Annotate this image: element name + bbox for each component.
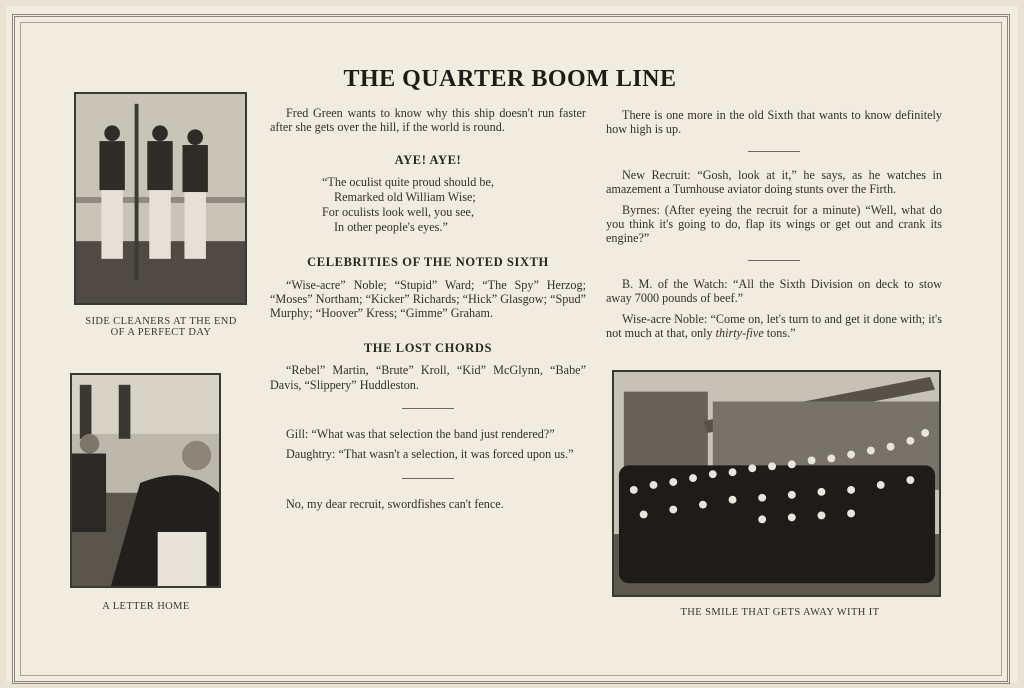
verse <box>270 175 586 235</box>
bm-paragraph: B. M. of the Watch: “All the Sixth Division on deck to stow away 7000 pounds of beef.” <box>606 276 942 306</box>
swordfish-paragraph: No, my dear recruit, swordfishes can't fence. <box>286 496 504 511</box>
divider <box>748 151 800 152</box>
noble-text-end: tons.” <box>763 326 796 341</box>
verse-line: “The oculist quite proud should be, <box>322 175 494 190</box>
heading-celebrities: CELEBRITIES OF THE NOTED SIXTH <box>307 255 549 270</box>
caption-line: SIDE CLEANERS AT THE END <box>85 316 237 327</box>
photo-letter-home <box>70 373 221 588</box>
heading-aye-aye: AYE! AYE! <box>394 152 462 167</box>
caption-side-cleaners <box>56 316 266 338</box>
photo-side-cleaners <box>74 92 247 305</box>
noble-text: Wise-acre Noble: “Come on, let's turn to and get it done with; it's not much at that, only <box>606 311 942 341</box>
caption-letter-home <box>56 601 236 612</box>
daughtry-paragraph: Daughtry: “That wasn't a selection, it was forced upon us.” <box>286 447 574 462</box>
gill-paragraph: Gill: “What was that selection the band just rendered?” <box>286 427 555 442</box>
verse-line: For oculists look well, you see, <box>322 205 474 220</box>
caption-crew-group <box>620 607 940 618</box>
verse-line: Remarked old William Wise; <box>334 190 476 205</box>
page-title: THE QUARTER BOOM LINE <box>343 66 677 92</box>
caption-line: OF A PERFECT DAY <box>110 327 212 338</box>
photo-crew-group <box>612 370 941 597</box>
noble-emphasis: thirty-five <box>715 326 764 341</box>
middle-column <box>270 106 586 517</box>
sixth-paragraph: There is one more in the old Sixth that wants to know definitely how high is up. <box>606 108 942 137</box>
divider <box>402 478 454 479</box>
caption-line: THE SMILE THAT GETS AWAY WITH IT <box>680 607 880 618</box>
divider <box>402 408 454 409</box>
right-column <box>606 108 942 346</box>
celebrities-paragraph: “Wise-acre” Noble; “Stupid” Ward; “The Spy” Herzog; “Moses” Northam; “Kicker” Richards; “Hick” Glasgow; “Spud” Murphy; “Hoover” Kress; “Gimme” Graham. <box>270 277 586 321</box>
divider <box>748 260 800 261</box>
intro-paragraph: Fred Green wants to know why this ship doesn't run faster after she gets over the hill, if the world is round. <box>270 106 586 135</box>
caption-line: A LETTER HOME <box>102 601 190 612</box>
chords-paragraph: “Rebel” Martin, “Brute” Kroll, “Kid” McGlynn, “Babe” Davis, “Slippery” Huddleston. <box>270 363 586 392</box>
heading-lost-chords: THE LOST CHORDS <box>363 340 493 355</box>
recruit-paragraph: New Recruit: “Gosh, look at it,” he says, as he watches in amazement a Turnhouse aviator doing stunts over the Firth. <box>606 167 942 197</box>
noble-paragraph <box>606 312 942 341</box>
verse-line: In other people's eyes.” <box>334 220 448 235</box>
byrnes-paragraph: Byrnes: (After eyeing the recruit for a minute) “Well, what do you think it's going to do, flap its wings or get out and crank its engine?” <box>606 202 942 246</box>
